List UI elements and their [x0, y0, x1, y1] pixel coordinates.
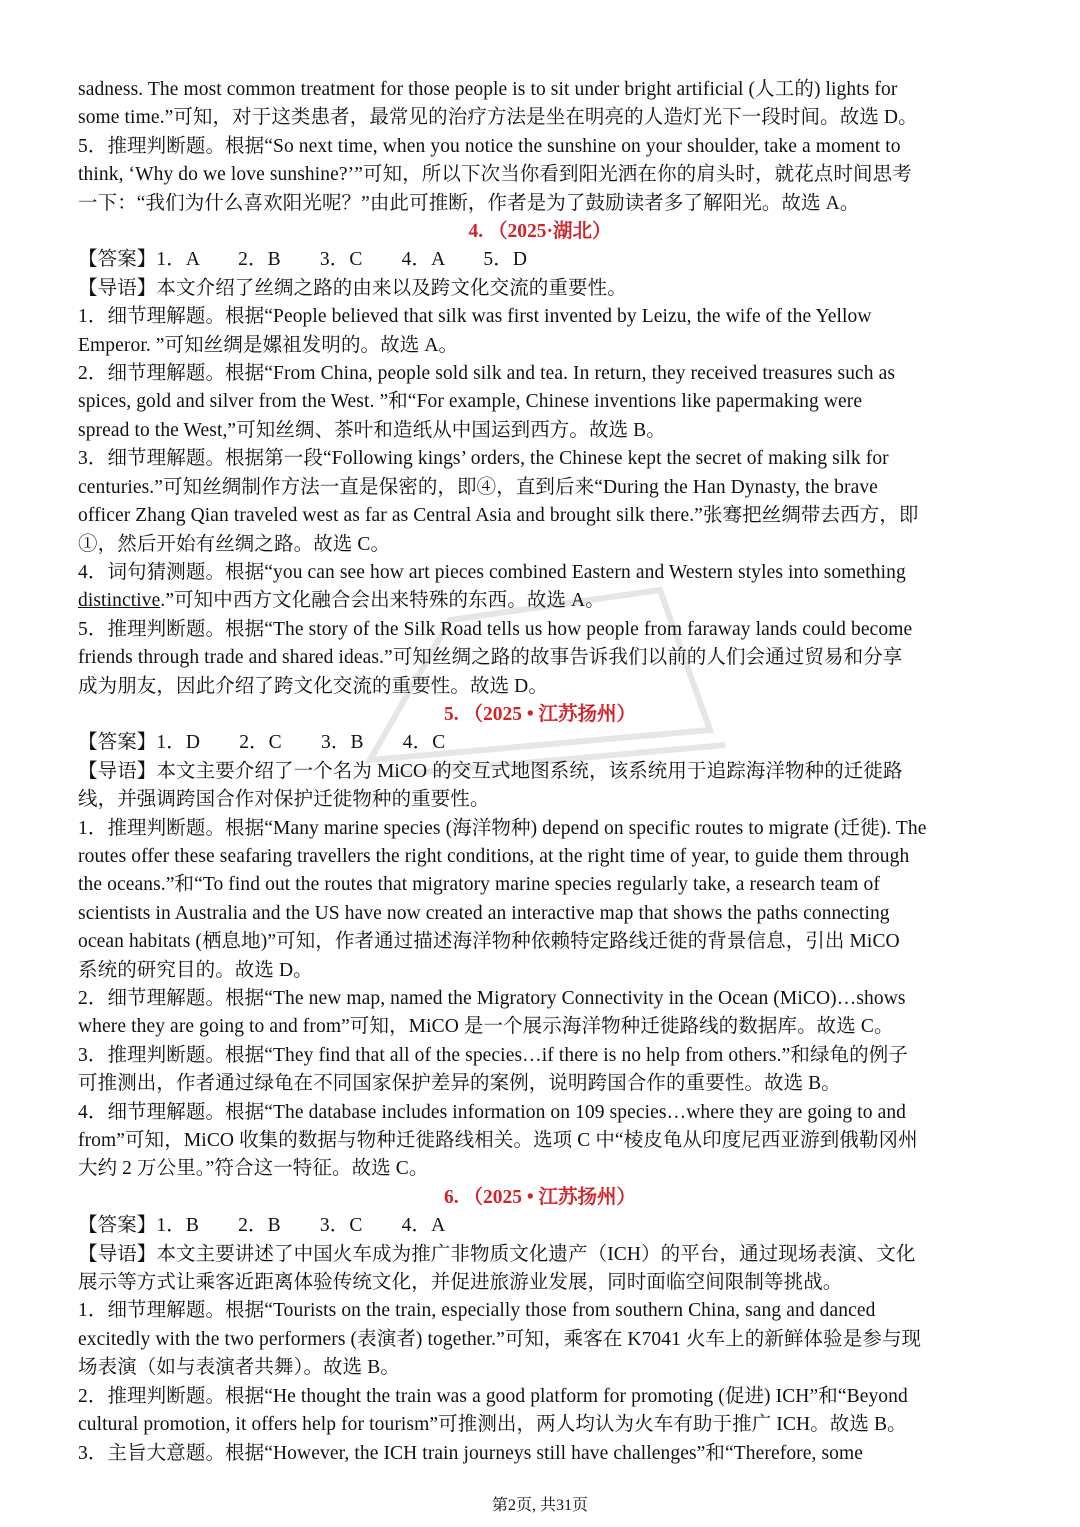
answer-line: 【答案】1．B 2．B 3．C 4．A — [78, 1215, 446, 1237]
text-line: 一下：“我们为什么喜欢阳光呢？”由此可推断，作者是为了鼓励读者多了解阳光。故选 A。 — [78, 192, 860, 214]
text-line: the oceans.”和“To find out the routes that migratory marine species regularly take, a research team of — [78, 874, 880, 896]
text-line: Emperor. ”可知丝绸是嫘祖发明的。故选 A。 — [78, 334, 459, 356]
text-line: scientists in Australia and the US have now created an interactive map that shows the paths connecting — [78, 902, 890, 924]
text-line: excitedly with the two performers (表演者) together.”可知，乘客在 K7041 火车上的新鲜体验是参与现 — [78, 1328, 922, 1350]
section-heading: 4. （2025·湖北） — [468, 221, 612, 243]
text-span: .”可知中西方文化融合会出来特殊的东西。故选 A。 — [160, 590, 605, 612]
text-line: 场表演（如与表演者共舞）。故选 B。 — [78, 1357, 400, 1379]
text-line: 1．细节理解题。根据“Tourists on the train, especially those from southern China, sang and danced — [78, 1300, 876, 1322]
text-line: ①，然后开始有丝绸之路。故选 C。 — [78, 533, 391, 555]
text-line: 展示等方式让乘客近距离体验传统文化，并促进旅游业发展，同时面临空间限制等挑战。 — [78, 1272, 843, 1294]
text-line: centuries.”可知丝绸制作方法一直是保密的，即④，直到后来“During the Han Dynasty, the brave — [78, 476, 878, 498]
text-line: ocean habitats (栖息地)”可知，作者通过描述海洋物种依赖特定路线迁徙的背景信息，引出 MiCO — [78, 931, 900, 953]
section-heading: 6. （2025 • 江苏扬州） — [443, 1186, 637, 1208]
text-line: sadness. The most common treatment for those people is to sit under bright artificial (人工的) lights for — [78, 79, 898, 100]
underlined-word: distinctive — [78, 590, 161, 612]
answer-line: 【答案】1．D 2．C 3．B 4．C — [78, 732, 446, 754]
text-line: 1．细节理解题。根据“People believed that silk was first invented by Leizu, the wife of the Yellow — [78, 306, 872, 328]
text-line: 2．细节理解题。根据“From China, people sold silk and tea. In return, they received treasures such as — [78, 363, 896, 385]
document-body — [78, 76, 1002, 1468]
answer-line: 【答案】1．A 2．B 3．C 4．A 5．D — [78, 249, 528, 271]
text-line: 5．推理判断题。根据“The story of the Silk Road tells us how people from faraway lands could become — [78, 618, 913, 640]
intro-line: 【导语】本文介绍了丝绸之路的由来以及跨文化交流的重要性。 — [78, 277, 627, 299]
text-line: routes offer these seafaring travellers the right conditions, at the right time of year, to guide them through — [78, 845, 910, 867]
text-line: where they are going to and from”可知，MiCO 是一个展示海洋物种迁徙路线的数据库。故选 C。 — [78, 1016, 894, 1038]
text-line: 2．细节理解题。根据“The new map, named the Migratory Connectivity in the Ocean (MiCO)…shows — [78, 988, 906, 1009]
text-line: 4．细节理解题。根据“The database includes information on 109 species…where they are going to and — [78, 1101, 907, 1123]
text-line — [78, 587, 1002, 615]
text-line: some time.”可知，对于这类患者，最常见的治疗方法是坐在明亮的人造灯光下一段时间。故选 D。 — [78, 107, 918, 129]
text-line: 可推测出，作者通过绿龟在不同国家保护差异的案例，说明跨国合作的重要性。故选 B。 — [78, 1073, 841, 1095]
text-line: 1．推理判断题。根据“Many marine species (海洋物种) depend on specific routes to migrate (迁徙). The — [78, 817, 927, 839]
text-line: 3．主旨大意题。根据“However, the ICH train journeys still have challenges”和“Therefore, some — [78, 1442, 864, 1464]
text-line: from”可知，MiCO 收集的数据与物种迁徙路线相关。选项 C 中“棱皮龟从印度尼西亚游到俄勒冈州 — [78, 1130, 918, 1152]
intro-line: 【导语】本文主要讲述了中国火车成为推广非物质文化遗产（ICH）的平台，通过现场表演、文化 — [78, 1243, 916, 1265]
section-heading: 5. （2025 • 江苏扬州） — [443, 703, 637, 725]
text-line: 3．细节理解题。根据第一段“Following kings’ orders, the Chinese kept the secret of making silk for — [78, 448, 889, 470]
text-line: 大约 2 万公里。”符合这一特征。故选 C。 — [78, 1158, 429, 1180]
text-line: spread to the West,”可知丝绸、茶叶和造纸从中国运到西方。故选 B。 — [78, 419, 666, 441]
text-line: officer Zhang Qian traveled west as far as Central Asia and brought silk there.”张骞把丝绸带去西方，即 — [78, 505, 919, 527]
text-line: 3．推理判断题。根据“They find that all of the species…if there is no help from others.”和绿龟的例子 — [78, 1044, 908, 1066]
text-line: friends through trade and shared ideas.”可知丝绸之路的故事告诉我们以前的人们会通过贸易和分享 — [78, 647, 903, 669]
text-line: 成为朋友，因此介绍了跨文化交流的重要性。故选 D。 — [78, 675, 548, 697]
text-line: 系统的研究目的。故选 D。 — [78, 959, 313, 981]
text-line: spices, gold and silver from the West. ”和“For example, Chinese inventions like papermaking were — [78, 391, 863, 413]
text-line: 5．推理判断题。根据“So next time, when you notice the sunshine on your shoulder, take a moment to — [78, 135, 901, 157]
text-line: 线，并强调跨国合作对保护迁徙物种的重要性。 — [78, 789, 490, 811]
text-line: cultural promotion, it offers help for tourism”可推测出，两人均认为火车有助于推广 ICH。故选 B。 — [78, 1414, 907, 1436]
text-line: 2．推理判断题。根据“He thought the train was a good platform for promoting (促进) ICH”和“Beyond — [78, 1385, 908, 1407]
text-line: 4．词句猜测题。根据“you can see how art pieces combined Eastern and Western styles into something — [78, 561, 906, 583]
text-line: think, ‘Why do we love sunshine?’”可知，所以下次当你看到阳光洒在你的肩头时，就花点时间思考 — [78, 164, 912, 186]
intro-line: 【导语】本文主要介绍了一个名为 MiCO 的交互式地图系统，该系统用于追踪海洋物种的迁徙路 — [78, 760, 903, 782]
page-footer: 第2页, 共31页 — [491, 1497, 588, 1514]
